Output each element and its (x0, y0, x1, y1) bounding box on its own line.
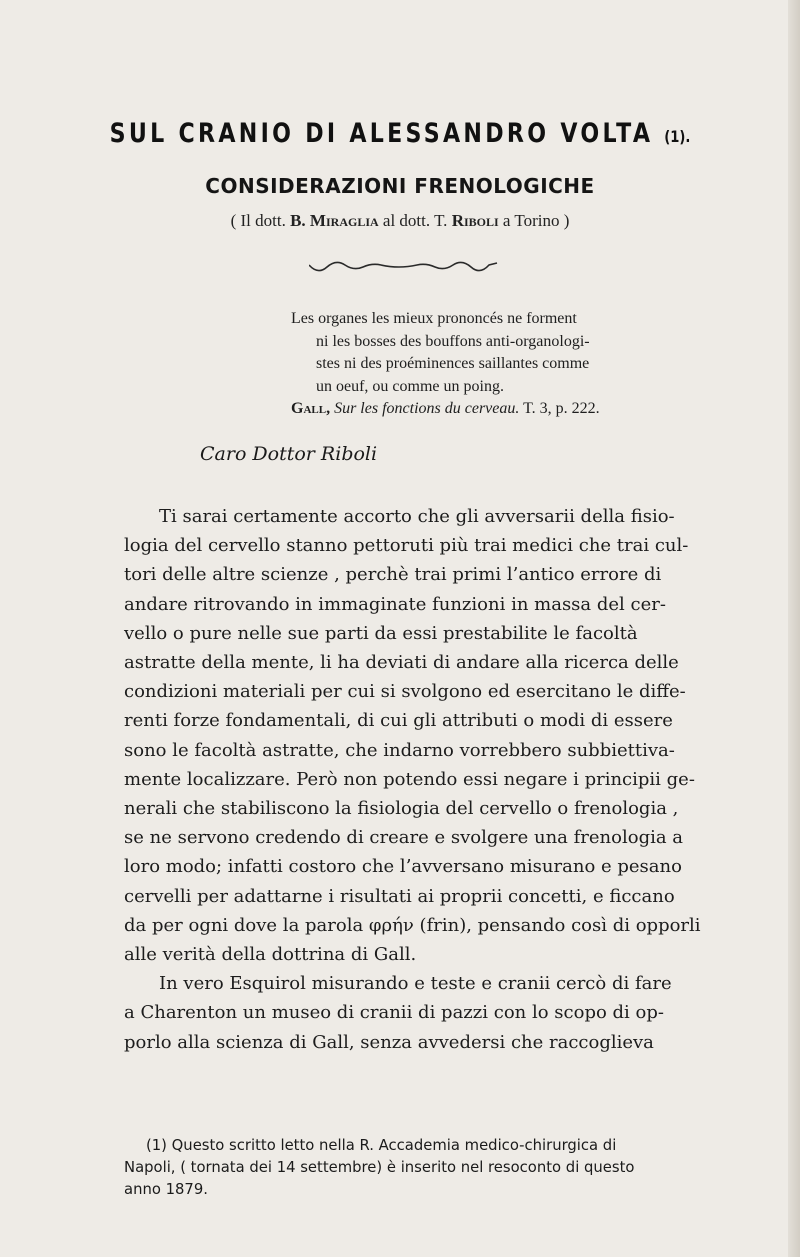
ornamental-divider (309, 259, 499, 275)
byline-recipient: Riboli (451, 211, 499, 230)
epigraph-line: un oeuf, ou comme un poing. (316, 377, 504, 395)
footnote-line: anno 1879. (124, 1181, 208, 1198)
citation-author: Gall, (291, 400, 331, 417)
body-line: se ne servono credendo di creare e svolgere una frenologia a (124, 827, 684, 849)
byline-mid: al dott. T. (378, 211, 452, 230)
body-text (124, 502, 774, 1057)
body-line: a Charenton un museo di cranii di pazzi con lo scopo di op- (124, 1002, 664, 1024)
title-footnote-marker: (1). (664, 127, 691, 146)
byline-suffix: a Torino ) (498, 211, 570, 230)
epigraph-line: ni les bosses des bouffons anti-organologi- (316, 332, 590, 350)
body-line: da per ogni dove la parola φρήν (frin), pensando così di opporli (124, 914, 701, 936)
body-line: In vero Esquirol misurando e teste e cranii cercò di fare (159, 973, 672, 995)
article-title (72, 118, 728, 149)
byline (0, 211, 800, 231)
citation-ref: T. 3, p. 222. (519, 400, 600, 417)
body-line: tori delle altre scienze , perchè trai primi l’antico errore di (124, 564, 662, 586)
epigraph-citation (291, 398, 751, 421)
salutation: Caro Dottor Riboli (200, 443, 378, 465)
footnote-line: Napoli, ( tornata dei 14 settembre) è inserito nel resoconto di questo (124, 1159, 635, 1176)
epigraph (291, 308, 751, 421)
body-line: nerali che stabiliscono la fisiologia del cervello o frenologia , (124, 798, 679, 820)
body-line: andare ritrovando in immaginate funzioni in massa del cer- (124, 593, 666, 615)
byline-author: B. Miraglia (290, 211, 379, 230)
body-line: mente localizzare. Però non potendo essi negare i principii ge- (124, 768, 695, 790)
body-line: astratte della mente, li ha deviati di andare alla ricerca delle (124, 652, 679, 674)
article-title-text: SUL CRANIO DI ALESSANDRO VOLTA (109, 118, 654, 149)
citation-work: Sur les fonctions du cerveau. (330, 400, 520, 417)
byline-prefix: ( Il dott. (230, 211, 291, 230)
body-line: porlo alla scienza di Gall, senza avvedersi che raccoglieva (124, 1031, 654, 1053)
epigraph-line: stes ni des proéminences saillantes comme (316, 355, 590, 372)
epigraph-line: Les organes les mieux prononcés ne forment (291, 310, 577, 327)
body-line: cervelli per adattarne i risultati ai proprii concetti, e ficcano (124, 885, 675, 907)
body-line: vello o pure nelle sue parti da essi prestabilite le facoltà (124, 622, 638, 644)
footnote (124, 1135, 774, 1201)
body-line: alle verità della dottrina di Gall. (124, 944, 417, 966)
body-line: loro modo; infatti costoro che l’avversano misurano e pesano (124, 856, 682, 878)
article-subtitle: CONSIDERAZIONI FRENOLOGICHE (205, 174, 595, 198)
body-line: condizioni materiali per cui si svolgono ed esercitano le diffe- (124, 681, 686, 703)
body-line: renti forze fondamentali, di cui gli attributi o modi di essere (124, 710, 673, 732)
body-line: Ti sarai certamente accorto che gli avversarii della fisio- (159, 506, 675, 527)
body-line: sono le facoltà astratte, che indarno vorrebbero subbiettiva- (124, 739, 675, 761)
footnote-line: (1) Questo scritto letto nella R. Accademia medico-chirurgica di (146, 1137, 617, 1154)
body-line: logia del cervello stanno pettoruti più trai medici che trai cul- (124, 535, 689, 557)
